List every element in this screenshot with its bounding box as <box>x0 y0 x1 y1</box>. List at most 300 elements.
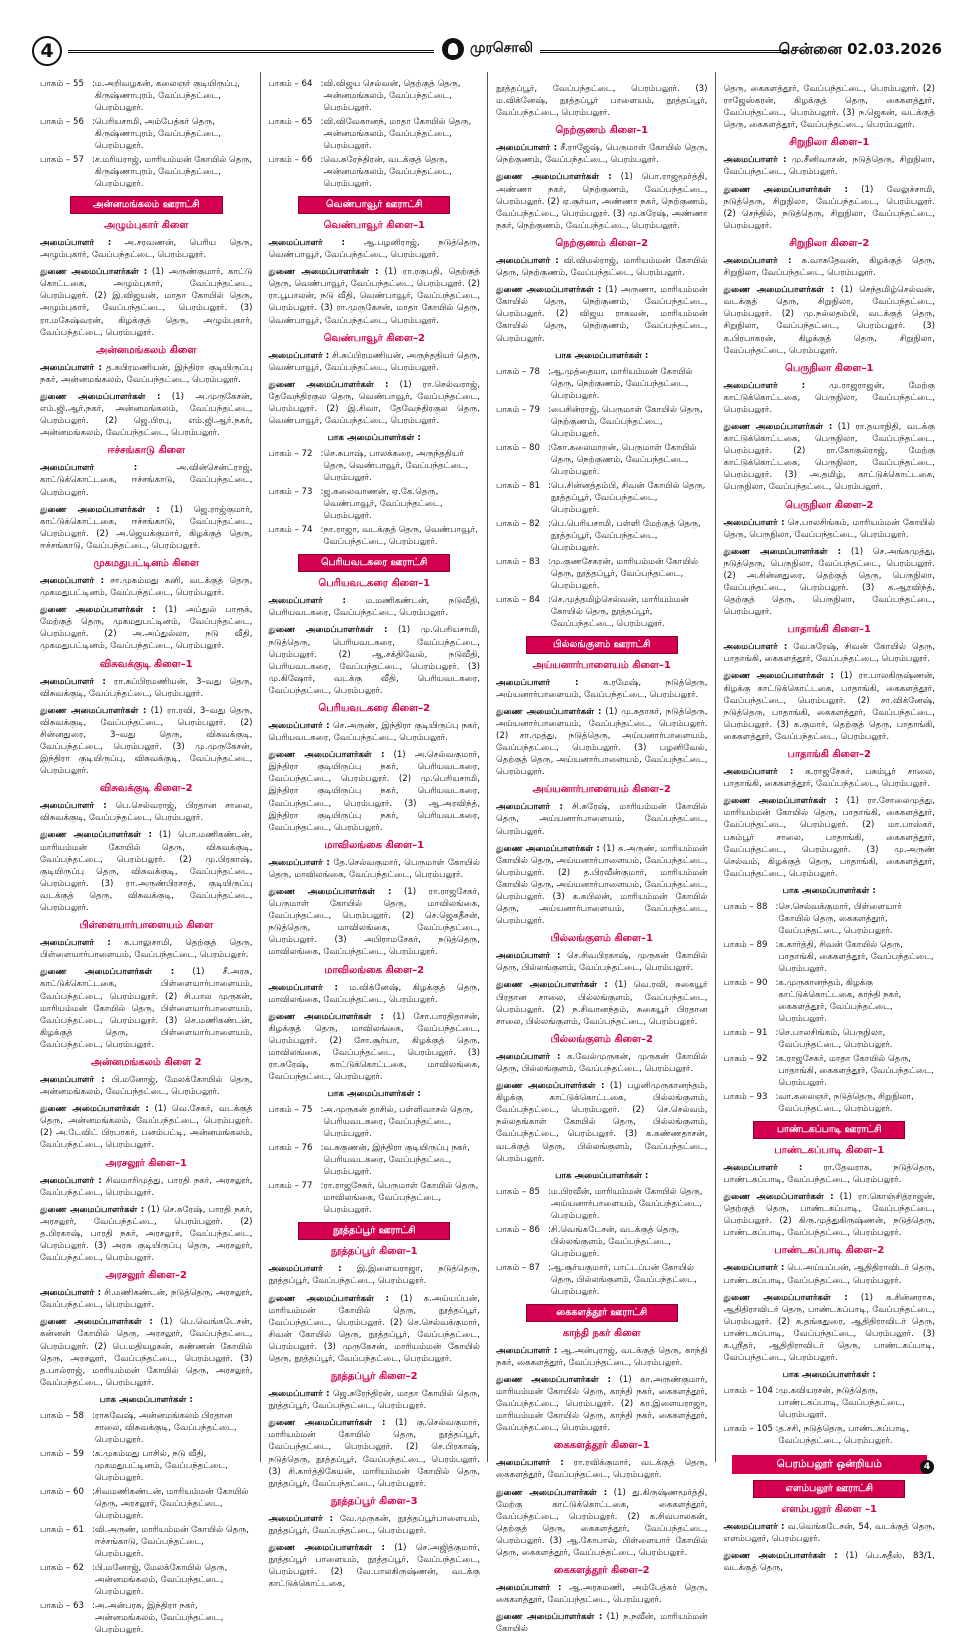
role-label: துணை அமைப்பாளர்கள் : <box>40 605 156 616</box>
branch-heading: அரசலூர் கிளை–2 <box>105 1270 187 1282</box>
organizer-paragraph <box>724 255 936 279</box>
organizer-paragraph <box>269 595 481 619</box>
booth-entry <box>724 1423 936 1447</box>
booth-entry <box>40 154 253 190</box>
role-label: துணை அமைப்பாளர்கள் : <box>496 1612 603 1623</box>
separator: : <box>320 79 324 89</box>
organizer-paragraph <box>496 801 708 837</box>
role-label: அமைப்பாளர் : <box>268 982 338 993</box>
organizer-paragraph <box>269 1513 481 1537</box>
booth-organizer: வி.அருண், மாரியம்மன் கோயில் தெரு, ஈச்சங்காடு, வேப்பந்தட்டை, பெரம்பலூர். <box>94 1524 249 1559</box>
organizer-text: ரா.ரவிக்குமார், வடக்குத் தெரு, கைகளத்தூர், வேப்பந்தட்டை, பெரம்பலூர். <box>496 1458 708 1481</box>
union-banner: பெரம்பலூர் ஒன்றியம் <box>732 1455 927 1474</box>
separator: : <box>775 1027 779 1038</box>
organizer-text: (1) வேலுச்சாமி, நடுத்தெரு, சிறுநிலா, வேப்பந்தட்டை, பெரம்பலூர். (2) செந்தில், நடுத்தெரு, சிறுநிலா, வேப்பந்தட்டை, பெரம்பலூர். <box>723 184 935 231</box>
booth-organizer: ச.மரியராஜ், மாரியம்மன் கோயில் தெரு, கிருஷ்ணாபுரம், வேப்பந்தட்டை, பெரம்பலூர். <box>94 155 253 189</box>
organizer-paragraph <box>40 237 253 261</box>
branch-heading: பில்லங்குளம் கிளை–1 <box>550 933 653 945</box>
role-label: துணை அமைப்பாளர்கள் : <box>723 796 839 807</box>
branch-heading: அழும்புகார் கிளை <box>104 220 189 231</box>
organizer-text: (1) வெ.சேகர், வடக்குத் தெரு, அன்னமங்கலம், வேப்பந்தட்டை, பெரம்பலூர். (2) அ.டேவிட் பிரபாகர், பனம்பட்டி, அன்னமங்கலம், வேப்பந்தட்டை, பெரம்பலூர். <box>40 1104 253 1151</box>
organizer-text: வ.வெங்கடேசன், 54, வடக்குத் தெரு, எளம்பலூர், பெரம்பலூர். <box>723 1522 935 1545</box>
organizer-text: சிவமாரிமுத்து, பாரதி நகர், அரசலூர், வேப்பந்தட்டை, பெரம்பலூர். <box>40 1175 253 1198</box>
booth-number: பாகம் – 77 <box>268 1181 313 1192</box>
role-label: அமைப்பாளர் : <box>496 255 559 266</box>
organizer-paragraph <box>724 380 936 416</box>
panchayat-banner: வெண்பாவூர் ஊராட்சி <box>298 196 450 214</box>
organizer-paragraph <box>496 83 708 119</box>
booth-organizer: வி.விஜய செல்வன், தெற்குத் தெரு, அன்னமங்கலம், வேப்பந்தட்டை, பெரம்பலூர். <box>323 79 461 113</box>
organizer-paragraph <box>724 284 936 357</box>
panchayat-banner: பெரியவடகரை ஊராட்சி <box>298 554 450 572</box>
organizer-text: வே.முருகன், நூத்தப்பூர்பாளையம், நூத்தப்பூர், வேப்பந்தட்டை, பெரம்பலூர். <box>268 1513 480 1536</box>
column-1 <box>32 72 260 1635</box>
article-body <box>32 72 942 1635</box>
branch-heading: அன்னமங்கலம் கிளை <box>96 344 197 356</box>
role-label: துணை அமைப்பாளர்கள் : <box>268 625 388 636</box>
paper-logo <box>442 38 533 60</box>
panchayat-banner: கைகளத்தூர் ஊராட்சி <box>526 1304 678 1322</box>
booth-organizer: ஆ.சூர்யகுமார், பாட்டப்பன் கோயில் தெரு, பில்லங்குளம், வேப்பந்தட்டை, பெரம்பலூர். <box>550 1262 697 1297</box>
organizer-text: பி.மனோஜ், மேலக்கோயில் தெரு, அன்னமங்கலம், வேப்பந்தட்டை, பெரம்பலூர். <box>40 1074 253 1098</box>
branch-heading: பெரியவடகரை கிளை–1 <box>318 578 431 590</box>
role-label: அமைப்பாளர் : <box>496 1458 564 1469</box>
booth-entry <box>40 1486 253 1522</box>
masthead <box>0 0 972 66</box>
organizer-paragraph <box>724 766 936 790</box>
branch-heading: விசுவக்குடி கிளை–1 <box>99 658 193 670</box>
branch-heading: விசுவக்குடி கிளை–2 <box>99 783 193 795</box>
organizer-paragraph <box>496 1457 708 1481</box>
booth-entry <box>724 977 936 1025</box>
booth-number: பாகம் – 81 <box>496 480 540 491</box>
organizer-text: (1) க.சின்னராசு, ஆதிதிராவிடர் தெரு, பாண்டகப்பாடி, வேப்பந்தட்டை, பெரம்பலூர். (2) க.தங்கதுரை, ஆதிதிராவிடர் தெரு, பாண்டகப்பாடி, வேப்பந்தட்டை, பெரம்பலூர். (3) க.ஸ்ரீதர், ஆதிதிராவிடர் தெரு, பாண்டகப்பாடி, வேப்பந்தட்டை, பெரம்பலூர். <box>723 1292 935 1364</box>
separator: : <box>92 1600 95 1611</box>
organizer-text: ஜெ.சுரேந்திரன், மாதா கோயில் தெரு, நூத்தப்பூர், வேப்பந்தட்டை, பெரம்பலூர். <box>268 1389 480 1412</box>
role-label: துணை அமைப்பாளர்கள் : <box>268 750 385 761</box>
branch-heading: சிறுநிலா கிளை–2 <box>789 237 870 249</box>
organizer-text: செ.அருண், இந்திரா குடியிருப்பு நகர், பெரியவடகரை, வேப்பந்தட்டை, பெரம்பலூர். <box>268 720 480 744</box>
separator: : <box>775 977 779 988</box>
organizer-paragraph <box>496 1611 708 1635</box>
branch-heading: பில்லங்குளம் கிளை–2 <box>550 1033 653 1045</box>
organizer-text: (1) ரா.செல்வராஜ், தேவேந்திரகுல தெரு, வெண்பாவூர், வேப்பந்தட்டை, பெரம்பலூர். (2) இ.சிவா, தேவேந்திரகுல தெரு, வெண்பாவூர், வேப்பந்தட்டை, பெரம்பலூர். <box>268 379 480 427</box>
role-label: அமைப்பாளர் : <box>268 857 330 868</box>
organizer-text: (1) து.கிருஷ்ணமூர்த்தி, மேற்கு காட்டுக்கொட்டகை, கைகளத்தூர், வேப்பந்தட்டை, பெரம்பலூர். (2) க.சிவபாலகன், தெற்குத் தெரு, கைகளத்தூர், வேப்பந்தட்டை, பெரம்பலூர். (3) ஆ.கோபால், பிள்ளையார் கோயில் தெரு, கைகளத்தூர், வேப்பந்தட்டை, பெரம்பலூர். <box>496 1487 708 1558</box>
booth-entry <box>40 116 253 152</box>
organizer-text: ஆ.அன்புராஜ், வடக்குத் தெரு, காந்தி நகர், கைகளத்தூர், வேப்பந்தட்டை, பெரம்பலூர். <box>496 1345 708 1368</box>
organizer-paragraph <box>40 391 253 439</box>
booth-organizer: ஆ.முத்தையா, மாரியம்மன் கோயில் தெரு, நெற்குணம், வேப்பந்தட்டை, பெரம்பலூர். <box>550 366 693 401</box>
separator: : <box>320 487 324 498</box>
organizer-paragraph <box>40 1074 253 1098</box>
organizer-text: ம.மணிகண்டன், நடுவீதி, பெரியவடகரை, வேப்பந்தட்டை, பெரம்பலூர். <box>268 596 480 619</box>
role-label: துணை அமைப்பாளர்கள் : <box>496 1081 605 1092</box>
organizer-paragraph <box>496 1582 708 1606</box>
role-label: துணை அமைப்பாளர்கள் : <box>40 391 161 402</box>
booth-organizer: கோ.கலைமாறன், பெருமாள் கோயில் தெரு, நெற்குணம், வேப்பந்தட்டை, பெரம்பலூர். <box>550 442 697 477</box>
separator: : <box>320 1105 324 1116</box>
booth-entry <box>269 524 481 548</box>
organizer-text: (1) அ.செல்வகுமார், இந்திரா குடியிருப்பு நகர், பெரியவடகரை, வேப்பந்தட்டை, பெரம்பலூர். (2) மு.பெரியசாமி, இந்திரா குடியிருப்பு நகர், பெரியவடகரை, வேப்பந்தட்டை, பெரம்பலூர். (3) ஆ.அரவிந்த், இந்திரா குடியிருப்பு நகர், பெரியவடகரை, வேப்பந்தட்டை, பெரம்பலூர். <box>268 750 480 833</box>
role-label: துணை அமைப்பாளர்கள் : <box>40 504 160 515</box>
organizer-text: (1) செ.சுரேஷ், பாரதி நகர், அரசலூர், வேப்பந்தட்டை, பெரம்பலூர். (2) த.பிரகாஷ், பாரதி நகர், அரசலூர், வேப்பந்தட்டை, பெரம்பலூர். (3) அரசு குடியிருப்பு தெரு, அரசலூர், வேப்பந்தட்டை, பெரம்பலூர். <box>40 1204 253 1264</box>
organizer-paragraph <box>269 857 481 881</box>
booth-number: பாகம் – 58 <box>40 1410 84 1421</box>
organizer-text: (1) ரா.தயாநிதி, வடக்கு காட்டுக்கொட்டகை, பெருநிலா, வேப்பந்தட்டை, பெரம்பலூர். (2) ரா.கோகுல்ராஜ், மேற்கு காட்டுக்கொட்டகை, பெருநிலா, வேப்பந்தட்டை, பெரம்பலூர். (3) அ.தமிழ், காட்டுக்கொட்டகை, பெருநிலா, வேப்பந்தட்டை, பெரம்பலூர். <box>723 421 935 493</box>
booth-organizer: செ.செல்வக்குமார், பிள்ளையார் கோயில் தெரு, கைகளத்தூர், வேப்பந்தட்டை, பெரம்பலூர். <box>778 901 902 936</box>
organizer-text: இ.இளையராஜா, நடுத்தெரு, நூத்தப்பூர், வேப்பந்தட்டை, பெரம்பலூர். <box>268 1264 480 1287</box>
organizer-paragraph <box>269 1293 481 1366</box>
role-label: துணை அமைப்பாளர்கள் : <box>496 1487 608 1498</box>
organizer-paragraph <box>269 1388 481 1412</box>
branch-heading: நெற்குணம் கிளை–1 <box>555 125 649 137</box>
role-label: துணை அமைப்பாளர்கள் : <box>496 172 612 183</box>
organizer-text: (1) வெ.ரவி, சுகையூர் பிரதான சாலை, பில்லங்குளம், வேப்பந்தட்டை, பெரம்பலூர். (2) ந.சிவானந்தம், சுகையூர் பிரதான சாலை, பில்லங்குளம், வேப்பந்தட்டை, பெரம்பலூர். <box>496 980 708 1027</box>
booth-entry <box>496 366 708 402</box>
role-label: அமைப்பாளர் : <box>268 720 330 731</box>
organizer-text: (1) ரா.கொஞ்சித்ராஜன், தெற்குத் தெரு, பாண்டகப்பாடி, வேப்பந்தட்டை, பெரம்பலூர். (2) கிரு.முத்துகிருஷ்ணன், நடுத்தெரு, பாண்டகப்பாடி, வேப்பந்தட்டை, பெரம்பலூர். <box>723 1192 936 1239</box>
role-label: அமைப்பாளர் : <box>723 1522 785 1533</box>
organizer-text: அ.வின்சென்ட்ராஜ், காட்டுக்கொட்டகை, ஈச்சங்காடு, வேப்பந்தட்டை, பெரம்பலூர். <box>40 463 253 498</box>
separator: : <box>548 442 551 453</box>
organizer-text: பெ.அய்யப்பன், ஆதிதிராவிடர் தெரு, பாண்டகப்பாடி, வேப்பந்தட்டை, பெரம்பலூர். <box>723 1263 935 1286</box>
booth-number: பாகம் – 89 <box>723 939 768 950</box>
role-label: அமைப்பாளர் : <box>723 642 788 653</box>
branch-heading: ஈச்சங்காடு கிளை <box>107 445 186 457</box>
role-label: அமைப்பாளர் : <box>40 463 138 474</box>
booth-organizer: பெ.பெரியசாமி, பள்ளி மேற்குத் தெரு, நூத்தப்பூர், வேப்பந்தட்டை, பெரம்பலூர். <box>550 518 701 553</box>
organizer-paragraph <box>40 676 253 700</box>
booth-number: பாகம் – 64 <box>268 79 313 89</box>
separator: : <box>548 366 551 377</box>
booth-organizer: க.கார்த்தி, சிவன் கோயில் தெரு, பாதாங்கி, கைகளத்தூர், வேப்பந்தட்டை, பெரம்பலூர். <box>778 939 934 974</box>
separator: : <box>775 1424 779 1435</box>
column-4 <box>715 72 943 1574</box>
booth-entry <box>40 1448 253 1484</box>
organizer-paragraph <box>496 171 708 231</box>
organizer-text: க.வேல்முருகன், முருகன் கோயில் தெரு, பில்லங்குளம், வேப்பந்தட்டை, பெரம்பலூர். <box>496 1051 708 1074</box>
branch-heading: முகமதுபட்டினம் கிளை <box>93 557 199 569</box>
separator: : <box>775 1091 779 1102</box>
organizer-text: சு.வாசுதேவன், கிழக்குத் தெரு, சிறுநிலா, வேப்பந்தட்டை, பெரம்பலூர். <box>723 255 935 279</box>
booth-entry <box>724 1053 936 1089</box>
organizer-text: க.ரமேஷ், நடுத்தெரு, அய்யனார்பாளையம், வேப்பந்தட்டை, பெரம்பலூர். <box>496 677 708 700</box>
separator: : <box>320 117 324 127</box>
organizer-paragraph <box>724 1521 936 1545</box>
role-label: துணை அமைப்பாளர்கள் : <box>40 1104 149 1115</box>
separator: : <box>775 939 779 950</box>
organizer-paragraph <box>40 462 253 498</box>
branch-heading: மாவிலங்கை கிளை–2 <box>324 964 425 976</box>
organizer-text: செ.பாலசிங்கம், மாரியம்மன் கோயில் தெரு, பெருநிலா, வேப்பந்தட்டை, பெரம்பலூர். <box>723 517 935 540</box>
panchayat-banner: எளம்பலூர் ஊராட்சி <box>753 1480 905 1498</box>
booth-entry <box>40 1562 253 1598</box>
organizer-text: செ.சிவபிரகாஷ், முருகன் கோயில் தெரு, பில்லங்குளம், வேப்பந்தட்டை, பெரம்பலூர். <box>496 951 708 974</box>
role-label: அமைப்பாளர் : <box>40 575 105 586</box>
role-label: துணை அமைப்பாளர்கள் : <box>723 671 834 682</box>
booth-organizer: செ.சுபாஷ், பாலக்கரை, அருந்ததியர் தெரு, வெண்பாவூர், வேப்பந்தட்டை, பெரம்பலூர். <box>323 449 469 484</box>
booth-organizer: க.முகம்மது பாசில், நடு வீதி, முகமதுபட்டினம், வேப்பந்தட்டை, பெரம்பலூர். <box>94 1448 228 1483</box>
role-label: அமைப்பாளர் : <box>496 677 579 688</box>
organizer-paragraph <box>724 421 936 494</box>
organizer-text: நூத்தப்பூர், வேப்பந்தட்டை, பெரம்பலூர். (3) ம.விக்னேஷ், நூத்தப்பூர் பாளையம், நூத்தப்பூர், வேப்பந்தட்டை, பெரம்பலூர். <box>496 84 708 119</box>
booth-entry <box>269 1104 481 1140</box>
branch-heading: பாண்டகப்பாடி கிளை–1 <box>774 1144 885 1156</box>
organizer-text: (1) சீ.அரசு, காட்டுக்கொட்டகை, பிள்ளையார்பாளையம், வேப்பந்தட்டை, பெரம்பலூர். (2) சி.பால முருகன், மாரியம்மன் கோயில் தெரு, பிள்ளையார்பாளையம், வேப்பந்தட்டை, பெரம்பலூர். (3) செ.மணிகண்டன், கிழக்குத் தெரு, பிள்ளையார்பாளையம், வேப்பந்தட்டை, பெரம்பலூர். <box>40 967 253 1050</box>
separator: : <box>548 1224 551 1235</box>
rising-sun-icon <box>442 38 464 60</box>
booth-number: பாகம் – 65 <box>268 117 313 127</box>
organizer-paragraph <box>496 1487 708 1560</box>
separator: : <box>548 480 551 491</box>
organizer-paragraph <box>269 982 481 1006</box>
separator: : <box>92 155 95 165</box>
booth-entry <box>269 1142 481 1178</box>
organizer-text: (1) ந.நவீன், மாரியம்மன் கோயில் <box>496 1612 708 1635</box>
booth-entry <box>496 1262 708 1298</box>
role-label: அமைப்பாளர் : <box>268 238 345 248</box>
booth-organizer: ம.அறிவழகன், கலைஞர் குடியிருப்பு, கிருஷ்ணாபுரம், வேப்பந்தட்டை, பெரம்பலூர். <box>94 79 240 113</box>
branch-heading: பெரியவடகரை கிளை–2 <box>318 702 431 714</box>
booth-entry <box>496 556 708 592</box>
booth-organizers-heading: பாக அமைப்பாளர்கள் : <box>99 1394 193 1405</box>
organizer-paragraph <box>269 886 481 959</box>
organizer-paragraph <box>496 706 708 779</box>
separator: : <box>775 1386 779 1397</box>
role-label: அமைப்பாளர் : <box>496 802 563 813</box>
organizer-text: (1) சோ.பாரதிதாசன், கிழக்குத் தெரு, மாவிலங்கை, வேப்பந்தட்டை, பெரம்பலூர். (2) சோ.சூர்யா, கிழக்குத் தெரு, மாவிலங்கை, வேப்பந்தட்டை, பெரம்பலூர். (3) ரா.சுரேஷ், காட்டுக்கொட்டகை, மாவிலங்கை, வேப்பந்தட்டை, பெரம்பலூர். <box>268 1011 480 1083</box>
organizer-paragraph <box>269 237 481 261</box>
organizer-text: ரா.சுப்பிரமணியன், 3–வது தெரு, விசுவக்குடி, வேப்பந்தட்டை, பெரம்பலூர். <box>40 676 253 699</box>
role-label: அமைப்பாளர் : <box>40 238 112 248</box>
booth-organizers-heading: பாக அமைப்பாளர்கள் : <box>555 1170 649 1181</box>
column-3 <box>487 72 715 1635</box>
organizer-paragraph <box>40 705 253 778</box>
separator: : <box>548 556 551 567</box>
role-label: அமைப்பாளர் : <box>496 143 558 154</box>
booth-organizer: த.சசி, நடுத்தெரு, பாண்டகப்பாடி, வேப்பந்தட்டை, பெரம்பலூர். <box>778 1424 910 1447</box>
role-label: துணை அமைப்பாளர்கள் : <box>268 887 392 897</box>
organizer-paragraph <box>40 1175 253 1199</box>
organizer-paragraph <box>496 1051 708 1075</box>
organizer-text: ஆ.பழனிராஜ், நடுத்தெரு, வெண்பாவூர், வேப்பந்தட்டை, பெரம்பலூர். <box>268 238 481 261</box>
booth-entry <box>496 1186 708 1222</box>
branch-heading: கைகளத்தூர் கிளை–1 <box>553 1440 650 1452</box>
booth-entry <box>40 78 253 114</box>
role-label: துணை அமைப்பாளர்கள் : <box>40 830 152 841</box>
role-label: துணை அமைப்பாளர்கள் : <box>496 843 600 854</box>
role-label: துணை அமைப்பாளர்கள் : <box>723 285 835 296</box>
booth-organizers-heading: பாக அமைப்பாளர்கள் : <box>782 885 876 896</box>
role-label: அமைப்பாளர் : <box>723 1263 785 1274</box>
branch-heading: பிள்ளையார்பாளையம் கிளை <box>79 920 214 932</box>
organizer-text: (1) க.அய்யப்பன், மாரியம்மன் கோயில் தெரு, நூத்தப்பூர், வேப்பந்தட்டை, பெரம்பலூர். (2) செ.செல்வக்குமார், சிவன் கோயில் தெரு, நூத்தப்பூர், வேப்பந்தட்டை, பெரம்பலூர். (3) முருகேசன், மாரியம்மன் கோயில் தெரு, நூத்தப்பூர், வேப்பந்தட்டை, பெரம்பலூர். <box>268 1293 481 1364</box>
footer-page-number: 4 <box>920 1460 934 1474</box>
role-label: துணை அமைப்பாளர்கள் : <box>268 1418 386 1429</box>
booth-organizers-heading: பாக அமைப்பாளர்கள் : <box>555 350 649 361</box>
panchayat-banner: அன்னமங்கலம் ஊராட்சி <box>70 196 223 214</box>
booth-entry <box>269 154 481 190</box>
role-label: அமைப்பாளர் : <box>496 951 561 962</box>
organizer-text: மு.ராஜராஜன், மேற்கு காட்டுக்கொட்டகை, பெருநிலா, வேப்பந்தட்டை, பெரம்பலூர். <box>723 380 936 415</box>
organizer-text: (1) மு.பெரியசாமி, நடுத்தெரு, பெரியவடகரை, வேப்பந்தட்டை, பெரம்பலூர். (2) ஆ.சக்திவேல், நடுவீதி, பெரியவடகரை, வேப்பந்தட்டை, பெரம்பலூர். (3) மு.கிஷோர், வடக்கு வீதி, பெரியவடகரை, வேப்பந்தட்டை, பெரம்பலூர். <box>268 625 480 696</box>
organizer-paragraph <box>40 504 253 552</box>
organizer-paragraph <box>269 350 481 374</box>
organizer-paragraph <box>724 1550 936 1574</box>
organizer-text: க.ராஜசேகர், பசும்பூர் சாலை, பாதாங்கி, கைகளத்தூர், வேப்பந்தட்டை, பெரம்பலூர். <box>723 767 935 790</box>
organizer-paragraph <box>40 1316 253 1389</box>
organizer-paragraph <box>40 1204 253 1264</box>
branch-heading: கைகளத்தூர் கிளை–2 <box>553 1565 650 1577</box>
role-label: துணை அமைப்பாளர்கள் : <box>40 705 147 716</box>
organizer-paragraph <box>724 1262 936 1286</box>
organizer-paragraph <box>40 966 253 1051</box>
organizer-paragraph <box>40 937 253 961</box>
organizer-paragraph <box>496 1345 708 1369</box>
booth-entry <box>40 1524 253 1560</box>
booth-organizer: வி.விவேகானந், மாதா கோயில் தெரு, அன்னமங்கலம், வேப்பந்தட்டை, பெரம்பலூர். <box>323 117 472 151</box>
organizer-paragraph <box>269 749 481 834</box>
separator: : <box>775 901 779 912</box>
organizer-paragraph <box>496 843 708 928</box>
role-label: துணை அமைப்பாளர்கள் : <box>268 379 389 390</box>
organizer-paragraph <box>269 1011 481 1084</box>
booth-entry <box>724 1385 936 1421</box>
dateline: சென்னை 02.03.2026 <box>778 40 942 58</box>
booth-number: பாகம் – 92 <box>723 1053 768 1064</box>
booth-number: பாகம் – 63 <box>40 1600 84 1611</box>
organizer-text: (1) அப்துல் பாரூக், மேற்குத் தெரு, முகமதுபட்டினம், வேப்பந்தட்டை, பெரம்பலூர். (2) அ.அப்துல்லா, நடு வீதி, முகமதுபட்டினம், வேப்பந்தட்டை, பெரம்பலூர். <box>40 605 253 652</box>
role-label: அமைப்பாளர் : <box>723 767 794 778</box>
booth-number: பாகம் – 79 <box>496 404 540 415</box>
booth-organizer: சிவமணிகண்டன், மாரியம்மன் கோயில் தெரு, அரசலூர், வேப்பந்தட்டை, பெரம்பலூர். <box>94 1486 249 1521</box>
booth-organizer: அ.முருகன் தாசில், பள்ளிவாசல் தெரு, பெரியவடகரை, வேப்பந்தட்டை, பெரம்பலூர். <box>323 1105 474 1140</box>
role-label: அமைப்பாளர் : <box>268 1264 342 1275</box>
organizer-paragraph <box>496 1374 708 1434</box>
booth-entry <box>724 939 936 975</box>
role-label: அமைப்பாளர் : <box>723 255 792 266</box>
branch-heading: பெருநிலா கிளை–2 <box>785 499 874 511</box>
organizer-text: சி.மணிகண்டன், நடுத்தெரு, அரசலூர், வேப்பந்தட்டை, பெரம்பலூர். <box>40 1288 253 1311</box>
booth-number: பாகம் – 82 <box>496 518 540 529</box>
role-label: துணை அமைப்பாளர்கள் : <box>40 967 175 978</box>
organizer-paragraph <box>724 1292 936 1365</box>
organizer-paragraph <box>724 154 936 178</box>
header-rule-right <box>540 50 788 53</box>
organizer-text: (1) ரா.ரகுபதி, தெற்குத் தெரு, வெண்பாவூர், வேப்பந்தட்டை, பெரம்பலூர். (2) ரா.பூபாலன், நடு வீதி, வெண்பாவூர், வேப்பந்தட்டை, பெரம்பலூர். (3) ரா.முருகேசன், மாதா கோயில் தெரு, வெண்பாவூர், வேப்பந்தட்டை, பெரம்பலூர். <box>268 267 480 326</box>
separator: : <box>320 449 324 460</box>
role-label: துணை அமைப்பாளர்கள் : <box>496 706 602 717</box>
organizer-paragraph <box>496 677 708 701</box>
organizer-text: (1) பெ.சுதீஸ், 83/1, வடக்குத் தெரு, <box>723 1551 935 1574</box>
booth-number: பாகம் – 85 <box>496 1186 540 1197</box>
booth-number: பாகம் – 66 <box>268 155 313 165</box>
booth-organizers-heading: பாக அமைப்பாளர்கள் : <box>327 1089 421 1100</box>
role-label: துணை அமைப்பாளர்கள் : <box>723 1551 838 1562</box>
booth-organizer: சி.வெங்கடேசன், வடக்குத் தெரு, பில்லங்குளம், வேப்பந்தட்டை, பெரம்பலூர். <box>550 1224 680 1259</box>
role-label: துணை அமைப்பாளர்கள் : <box>723 1192 834 1203</box>
organizer-paragraph <box>40 604 253 652</box>
role-label: அமைப்பாளர் : <box>268 350 330 361</box>
organizer-text: த.சுபிரமணியன், இந்திரா குடியிருப்பு நகர், அன்னமங்கலம், வேப்பந்தட்டை, பெரம்பலூர். <box>40 362 253 385</box>
separator: : <box>548 404 551 415</box>
booth-number: பாகம் – 105 <box>723 1424 773 1435</box>
booth-number: பாகம் – 104 <box>723 1386 773 1397</box>
organizer-paragraph <box>269 1417 481 1490</box>
booth-number: பாகம் – 90 <box>723 977 768 988</box>
organizer-text: (1) பெ.வெங்கடேசன், கன்னன் கோயில் தெரு, அரசலூர், வேப்பந்தட்டை, பெரம்பலூர். (2) பெ.மதியழகன், கண்ணன் கோயில் தெரு, அரசலூர், வேப்பந்தட்டை, பெரம்பலூர். (3) த.பால்ராஜ், மாரியம்மன் கோயில் தெரு, அரசலூர், வேப்பந்தட்டை, பெரம்பலூர். <box>40 1317 253 1388</box>
column-2 <box>260 72 488 1590</box>
organizer-paragraph <box>496 1080 708 1165</box>
organizer-paragraph <box>40 1103 253 1151</box>
role-label: அமைப்பாளர் : <box>496 1051 561 1062</box>
branch-heading: காந்தி நகர் கிளை <box>562 1327 641 1339</box>
booth-entry <box>40 1600 253 1636</box>
booth-organizer: வெ.சுரேந்திரன், வடக்குத் தெரு, அன்னமங்கலம், வேப்பந்தட்டை, பெரம்பலூர். <box>323 155 452 189</box>
organizer-text: சீ.ராஜேஷ், பெருமாள் கோயில் தெரு, நெற்குணம், வேப்பந்தட்டை, பெரம்பலூர். <box>496 143 708 166</box>
organizer-paragraph <box>496 255 708 279</box>
separator: : <box>548 518 551 529</box>
separator: : <box>92 1448 95 1459</box>
booth-organizer: பைசின்ராஜ், பெருமாள் கோயில் தெரு, நெற்குணம், வேப்பந்தட்டை, பெரம்பலூர். <box>550 404 703 439</box>
booth-entry <box>269 448 481 484</box>
organizer-text: (1) ரா.ராஜசேகர், பெருமாள் கோயில் தெரு, மாவிலங்கை, வேப்பந்தட்டை, பெரம்பலூர். (2) செ.ஜெகதீசன், நடுத்தெரு, மாவிலங்கை, வேப்பந்தட்டை, பெரம்பலூர். (3) அபிராமசேகர், நடுத்தெரு, மாவிலங்கை, வேப்பந்தட்டை, பெரம்பலூர். <box>268 887 480 958</box>
separator: : <box>92 1486 95 1497</box>
branch-heading: அரசலூர் கிளை–1 <box>105 1157 187 1169</box>
role-label: துணை அமைப்பாளர்கள் : <box>723 184 848 195</box>
role-label: துணை அமைப்பாளர்கள் : <box>268 267 379 278</box>
booth-number: பாகம் – 86 <box>496 1224 540 1235</box>
organizer-paragraph <box>724 795 936 880</box>
booth-organizer: வா.கலைஞர், நடுத்தெரு, சிறுநிலா, வேப்பந்தட்டை, பெரம்பலூர். <box>778 1091 914 1114</box>
role-label: துணை அமைப்பாளர்கள் : <box>268 1011 384 1022</box>
separator: : <box>320 1181 324 1192</box>
organizer-text: (1) பொ.ராஜமூர்த்தி, அண்ணா நகர், நெற்குணம், வேப்பந்தட்டை, பெரம்பலூர். (2) ஏ.சூர்யா, அண்ணா நகர், நெற்குணம், வேப்பந்தட்டை, பெரம்பலூர். (3) மு.சுரேஷ், அண்ணா நகர், நெற்குணம், வேப்பந்தட்டை, பெரம்பலூர். <box>496 172 708 231</box>
branch-heading: அய்யனார்பாளையம் கிளை–1 <box>532 659 671 671</box>
booth-number: பாகம் – 80 <box>496 442 540 453</box>
organizer-text: வி.விமல்ராஜ், மாரியம்மன் கோயில் தெரு, நெற்குணம், வேப்பந்தட்டை, பெரம்பலூர். <box>496 255 708 279</box>
role-label: துணை அமைப்பாளர்கள் : <box>496 1374 611 1385</box>
branch-heading: அன்னமங்கலம் கிளை 2 <box>90 1056 202 1068</box>
branch-heading: மாவிலங்கை கிளை–1 <box>324 839 425 851</box>
booth-number: பாகம் – 83 <box>496 556 540 567</box>
booth-organizer: ஜ.கலைவாணன், ஏ.கே.தெரு, வெண்பாவூர், வேப்பந்தட்டை, பெரம்பலூர். <box>323 487 443 522</box>
organizer-text: (1) பழனிமுருகானந்தம், கிழக்கு காட்டுக்கொட்டகை, பில்லங்குளம், வேப்பந்தட்டை, பெரம்பலூர். (2) செ.செல்வம், நல்லதங்காள் கோயில் தெரு, பில்லங்குளம், வேப்பந்தட்டை, பெரம்பலூர். (3) க.கண்ணதாசன், வடக்குத் தெரு, பில்லங்குளம், வேப்பந்தட்டை, பெரம்பலூர். <box>496 1081 708 1164</box>
organizer-text: வே.சுரேஷ், சிவன் கோயில் தெரு, பாதாங்கி, கைகளத்தூர், வேப்பந்தட்டை, பெரம்பலூர். <box>723 642 935 665</box>
organizer-paragraph <box>40 829 253 914</box>
booth-entry <box>496 404 708 440</box>
role-label: துணை அமைப்பாளர்கள் : <box>496 285 602 296</box>
booth-organizer: அ.அன்பரசு, இந்திரா நகர், அன்னமங்கலம், வேப்பந்தட்டை, பெரம்பலூர். <box>94 1600 224 1635</box>
booth-organizer: க.முருகானந்தம், கிழக்கு காட்டுக்கொட்டகை, காந்தி நகர், கைகளத்தூர், வேப்பந்தட்டை, பெரம்பலூர். <box>778 977 902 1024</box>
role-label: அமைப்பாளர் : <box>268 596 346 607</box>
role-label: அமைப்பாளர் : <box>40 938 111 949</box>
booth-entry <box>269 116 481 152</box>
role-label: துணை அமைப்பாளர்கள் : <box>40 1317 153 1328</box>
organizer-paragraph <box>269 1542 481 1590</box>
booth-number: பாகம் – 76 <box>268 1143 313 1154</box>
booth-number: பாகம் – 93 <box>723 1091 768 1102</box>
booth-entry <box>496 518 708 554</box>
branch-heading: பாதாங்கி கிளை–1 <box>787 624 871 636</box>
branch-heading: எளம்பலூர் கிளை –1 <box>781 1504 877 1516</box>
role-label: அமைப்பாளர் : <box>40 1288 102 1299</box>
organizer-paragraph <box>269 379 481 427</box>
booth-number: பாகம் – 60 <box>40 1486 84 1497</box>
organizer-paragraph <box>724 1162 936 1186</box>
booth-entry <box>724 1027 936 1051</box>
